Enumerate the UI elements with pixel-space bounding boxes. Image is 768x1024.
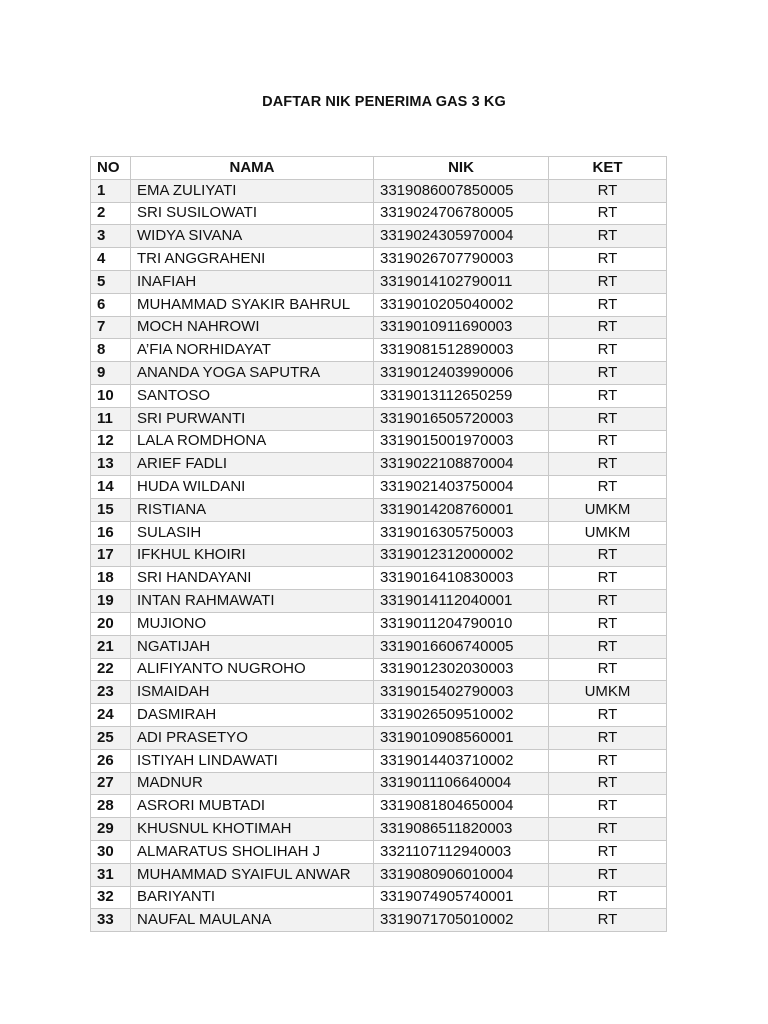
row-nama: INTAN RAHMAWATI — [131, 590, 374, 613]
row-ket: RT — [549, 704, 667, 727]
row-nik: 3319012403990006 — [374, 362, 549, 385]
row-ket: RT — [549, 476, 667, 499]
table-row — [91, 453, 667, 476]
row-ket: RT — [549, 430, 667, 453]
table-row — [91, 749, 667, 772]
table-row — [91, 384, 667, 407]
table-row — [91, 704, 667, 727]
row-nama: INAFIAH — [131, 270, 374, 293]
row-no: 9 — [91, 362, 131, 385]
recipient-table — [90, 156, 667, 932]
row-nik: 3319074905740001 — [374, 886, 549, 909]
table-row — [91, 316, 667, 339]
table-row — [91, 293, 667, 316]
row-no: 14 — [91, 476, 131, 499]
table-row — [91, 840, 667, 863]
table-row — [91, 521, 667, 544]
row-nama: KHUSNUL KHOTIMAH — [131, 818, 374, 841]
table-header — [91, 157, 667, 180]
row-nik: 3319016606740005 — [374, 635, 549, 658]
row-nik: 3319014403710002 — [374, 749, 549, 772]
row-no: 31 — [91, 863, 131, 886]
row-nik: 3319081512890003 — [374, 339, 549, 362]
row-no: 13 — [91, 453, 131, 476]
row-nik: 3319086007850005 — [374, 179, 549, 202]
row-no: 29 — [91, 818, 131, 841]
header-nama: NAMA — [131, 157, 374, 180]
document-title: DAFTAR NIK PENERIMA GAS 3 KG — [262, 94, 506, 110]
row-nik: 3319010908560001 — [374, 726, 549, 749]
row-no: 19 — [91, 590, 131, 613]
row-ket: RT — [549, 293, 667, 316]
table-row — [91, 339, 667, 362]
row-ket: RT — [549, 567, 667, 590]
row-ket: RT — [549, 407, 667, 430]
row-nama: WIDYA SIVANA — [131, 225, 374, 248]
row-ket: RT — [549, 772, 667, 795]
row-nik: 3319024706780005 — [374, 202, 549, 225]
row-no: 25 — [91, 726, 131, 749]
row-ket: RT — [549, 339, 667, 362]
row-no: 16 — [91, 521, 131, 544]
row-no: 2 — [91, 202, 131, 225]
row-ket: RT — [549, 544, 667, 567]
row-nik: 3319086511820003 — [374, 818, 549, 841]
row-nik: 3319016505720003 — [374, 407, 549, 430]
row-nama: TRI ANGGRAHENI — [131, 248, 374, 271]
row-nama: SRI PURWANTI — [131, 407, 374, 430]
row-no: 18 — [91, 567, 131, 590]
row-no: 24 — [91, 704, 131, 727]
row-nama: MUHAMMAD SYAKIR BAHRUL — [131, 293, 374, 316]
row-ket: RT — [549, 316, 667, 339]
table-row — [91, 726, 667, 749]
row-nik: 3319022108870004 — [374, 453, 549, 476]
row-nama: MADNUR — [131, 772, 374, 795]
row-no: 28 — [91, 795, 131, 818]
table-row — [91, 863, 667, 886]
row-no: 12 — [91, 430, 131, 453]
row-nik: 3319081804650004 — [374, 795, 549, 818]
row-nama: LALA ROMDHONA — [131, 430, 374, 453]
row-nik: 3319012302030003 — [374, 658, 549, 681]
row-ket: RT — [549, 795, 667, 818]
row-no: 5 — [91, 270, 131, 293]
row-ket: RT — [549, 612, 667, 635]
row-ket: RT — [549, 726, 667, 749]
table-row — [91, 248, 667, 271]
header-ket: KET — [549, 157, 667, 180]
row-no: 15 — [91, 498, 131, 521]
table-row — [91, 544, 667, 567]
table-row — [91, 270, 667, 293]
row-nama: ISTIYAH LINDAWATI — [131, 749, 374, 772]
row-no: 11 — [91, 407, 131, 430]
row-nama: EMA ZULIYATI — [131, 179, 374, 202]
row-nik: 3319010911690003 — [374, 316, 549, 339]
row-nama: MUHAMMAD SYAIFUL ANWAR — [131, 863, 374, 886]
row-no: 21 — [91, 635, 131, 658]
row-nama: SRI SUSILOWATI — [131, 202, 374, 225]
row-no: 30 — [91, 840, 131, 863]
row-ket: UMKM — [549, 498, 667, 521]
row-nik: 3319010205040002 — [374, 293, 549, 316]
row-nik: 3319026707790003 — [374, 248, 549, 271]
row-nik: 3319011204790010 — [374, 612, 549, 635]
row-nik: 3319014208760001 — [374, 498, 549, 521]
table-row — [91, 772, 667, 795]
row-nama: IFKHUL KHOIRI — [131, 544, 374, 567]
row-no: 17 — [91, 544, 131, 567]
row-nama: MUJIONO — [131, 612, 374, 635]
row-nama: SULASIH — [131, 521, 374, 544]
row-nama: ISMAIDAH — [131, 681, 374, 704]
row-nik: 3319026509510002 — [374, 704, 549, 727]
table-row — [91, 567, 667, 590]
row-no: 33 — [91, 909, 131, 932]
row-nama: HUDA WILDANI — [131, 476, 374, 499]
row-no: 6 — [91, 293, 131, 316]
row-no: 8 — [91, 339, 131, 362]
table-row — [91, 658, 667, 681]
row-nik: 3319013112650259 — [374, 384, 549, 407]
row-ket: RT — [549, 635, 667, 658]
row-nik: 3319014112040001 — [374, 590, 549, 613]
table-row — [91, 407, 667, 430]
table-row — [91, 795, 667, 818]
table-row — [91, 635, 667, 658]
row-nik: 3319016305750003 — [374, 521, 549, 544]
row-ket: RT — [549, 818, 667, 841]
row-ket: RT — [549, 248, 667, 271]
row-nama: ARIEF FADLI — [131, 453, 374, 476]
row-ket: RT — [549, 840, 667, 863]
row-no: 1 — [91, 179, 131, 202]
row-nik: 3319015001970003 — [374, 430, 549, 453]
row-nama: ALIFIYANTO NUGROHO — [131, 658, 374, 681]
row-nik: 3319014102790011 — [374, 270, 549, 293]
row-ket: RT — [549, 202, 667, 225]
row-nama: DASMIRAH — [131, 704, 374, 727]
row-ket: UMKM — [549, 521, 667, 544]
row-ket: RT — [549, 384, 667, 407]
table-row — [91, 590, 667, 613]
row-no: 7 — [91, 316, 131, 339]
table-row — [91, 362, 667, 385]
row-ket: RT — [549, 179, 667, 202]
row-ket: RT — [549, 225, 667, 248]
row-nama: BARIYANTI — [131, 886, 374, 909]
row-nama: NGATIJAH — [131, 635, 374, 658]
row-no: 32 — [91, 886, 131, 909]
table-row — [91, 430, 667, 453]
row-nama: MOCH NAHROWI — [131, 316, 374, 339]
row-no: 10 — [91, 384, 131, 407]
header-row — [91, 157, 667, 180]
row-nama: A’FIA NORHIDAYAT — [131, 339, 374, 362]
row-nik: 3319080906010004 — [374, 863, 549, 886]
row-ket: RT — [549, 909, 667, 932]
row-ket: RT — [549, 270, 667, 293]
row-no: 20 — [91, 612, 131, 635]
table-row — [91, 225, 667, 248]
row-no: 4 — [91, 248, 131, 271]
row-no: 23 — [91, 681, 131, 704]
row-nama: SANTOSO — [131, 384, 374, 407]
table-body — [91, 179, 667, 931]
row-ket: UMKM — [549, 681, 667, 704]
row-nik: 3319015402790003 — [374, 681, 549, 704]
row-no: 26 — [91, 749, 131, 772]
table-row — [91, 681, 667, 704]
row-nik: 3321107112940003 — [374, 840, 549, 863]
header-no: NO — [91, 157, 131, 180]
row-no: 22 — [91, 658, 131, 681]
row-nik: 3319012312000002 — [374, 544, 549, 567]
row-nik: 3319071705010002 — [374, 909, 549, 932]
row-ket: RT — [549, 453, 667, 476]
row-nama: ANANDA YOGA SAPUTRA — [131, 362, 374, 385]
row-nik: 3319024305970004 — [374, 225, 549, 248]
table-row — [91, 498, 667, 521]
row-no: 3 — [91, 225, 131, 248]
table-row — [91, 179, 667, 202]
table-row — [91, 909, 667, 932]
row-nama: ALMARATUS SHOLIHAH J — [131, 840, 374, 863]
row-nama: SRI HANDAYANI — [131, 567, 374, 590]
row-nik: 3319011106640004 — [374, 772, 549, 795]
row-no: 27 — [91, 772, 131, 795]
row-nik: 3319016410830003 — [374, 567, 549, 590]
row-nama: ADI PRASETYO — [131, 726, 374, 749]
row-ket: RT — [549, 658, 667, 681]
row-nama: ASRORI MUBTADI — [131, 795, 374, 818]
row-ket: RT — [549, 863, 667, 886]
row-ket: RT — [549, 749, 667, 772]
row-ket: RT — [549, 362, 667, 385]
row-nik: 3319021403750004 — [374, 476, 549, 499]
row-nama: RISTIANA — [131, 498, 374, 521]
table-row — [91, 476, 667, 499]
row-nama: NAUFAL MAULANA — [131, 909, 374, 932]
row-ket: RT — [549, 886, 667, 909]
table-row — [91, 818, 667, 841]
table-row — [91, 202, 667, 225]
table-row — [91, 612, 667, 635]
row-ket: RT — [549, 590, 667, 613]
table-row — [91, 886, 667, 909]
header-nik: NIK — [374, 157, 549, 180]
